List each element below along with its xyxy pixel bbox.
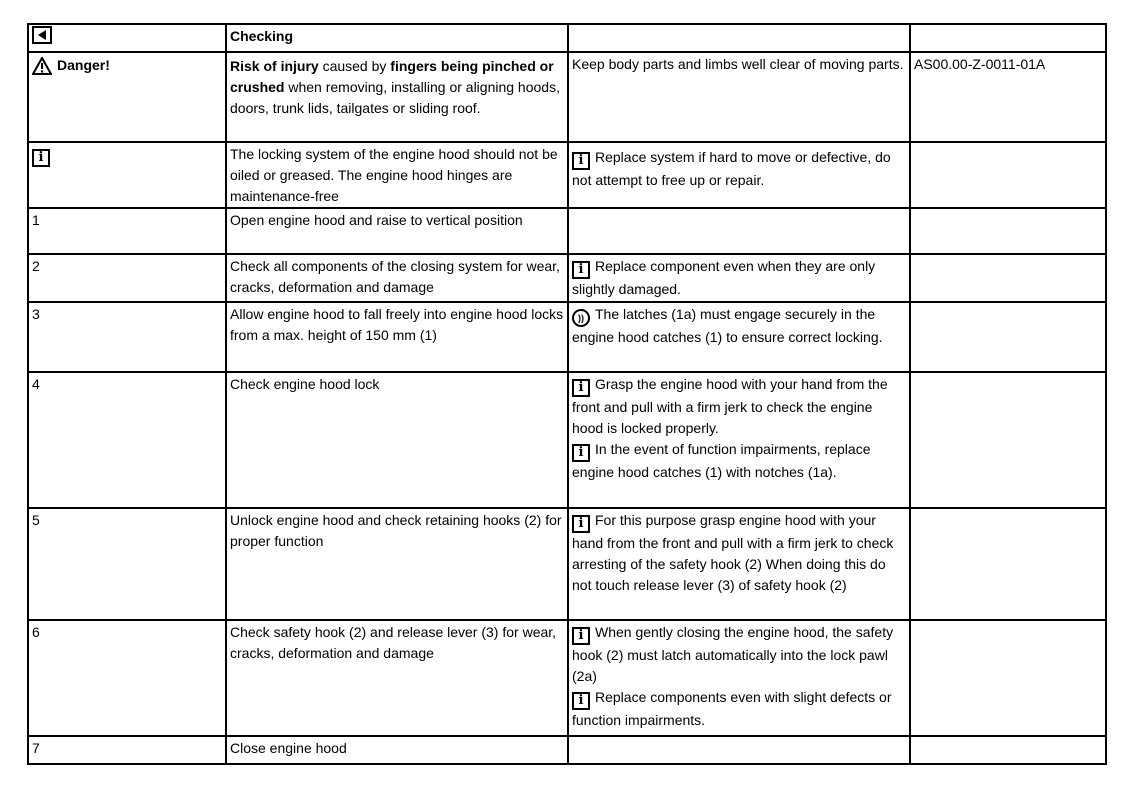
step-number: 6 [28, 620, 226, 736]
header-row [28, 24, 1106, 52]
step-number: 5 [28, 508, 226, 620]
step-text: Open engine hood and raise to vertical position [226, 208, 568, 254]
step-number: 2 [28, 254, 226, 302]
step-note: In the event of function impairments, replace engine hood catches (1) with notches (1a). [572, 441, 871, 480]
step-note: When gently closing the engine hood, the safety hook (2) must latch automatically into the lock pawl (2a) [572, 624, 894, 684]
table-row [28, 254, 1106, 302]
step-text: Close engine hood [226, 736, 568, 764]
table-row [28, 208, 1106, 254]
danger-label: Danger! [57, 57, 110, 73]
step-note: Replace components even with slight defects or function impairments. [572, 689, 892, 728]
table-row [28, 302, 1106, 372]
step-note: Grasp the engine hood with your hand from the front and pull with a firm jerk to check the engine hood is locked properly. [572, 376, 888, 436]
click-sound-icon: )) [572, 309, 590, 327]
step-text: Check all components of the closing system for wear, cracks, deformation and damage [226, 254, 568, 302]
step-number: 3 [28, 302, 226, 372]
table-row [28, 372, 1106, 508]
header-title: Checking [226, 24, 568, 52]
header-icon-cell [28, 24, 226, 52]
step-text: Allow engine hood to fall freely into engine hood locks from a max. height of 150 mm (1) [226, 302, 568, 372]
step-text: Unlock engine hood and check retaining hooks (2) for proper function [226, 508, 568, 620]
info-text: The locking system of the engine hood should not be oiled or greased. The engine hood hinges are maintenance-free [226, 142, 568, 208]
table-row [28, 736, 1106, 764]
info-icon: i [572, 261, 590, 279]
danger-measure: Keep body parts and limbs well clear of moving parts. [568, 52, 910, 142]
danger-row [28, 52, 1106, 142]
danger-code: AS00.00-Z-0011-01A [910, 52, 1106, 142]
info-icon: i [572, 692, 590, 710]
checking-procedure-table [27, 23, 1107, 765]
info-note: Replace system if hard to move or defective, do not attempt to free up or repair. [572, 149, 891, 188]
step-note: For this purpose grasp engine hood with your hand from the front and pull with a firm jerk to check arresting of the safety hook (2) When doing this do not touch release lever (3) of safety hook (2) [572, 512, 894, 593]
info-icon: i [32, 149, 50, 167]
step-number: 7 [28, 736, 226, 764]
table-row [28, 620, 1106, 736]
warning-triangle-icon [32, 57, 52, 75]
info-icon: i [572, 152, 590, 170]
info-icon: i [572, 444, 590, 462]
back-arrow-icon [32, 26, 52, 44]
info-icon: i [572, 627, 590, 645]
step-number: 4 [28, 372, 226, 508]
danger-description: Risk of injury caused by fingers being pinched or crushed when removing, installing or aligning hoods, doors, trunk lids, tailgates or sliding roof. [226, 52, 568, 142]
step-number: 1 [28, 208, 226, 254]
step-note: Replace component even when they are only slightly damaged. [572, 258, 876, 297]
step-note: The latches (1a) must engage securely in the engine hood catches (1) to ensure correct locking. [572, 306, 883, 345]
info-icon: i [572, 379, 590, 397]
step-text: Check engine hood lock [226, 372, 568, 508]
info-row [28, 142, 1106, 208]
info-icon: i [572, 515, 590, 533]
table-row [28, 508, 1106, 620]
step-text: Check safety hook (2) and release lever (3) for wear, cracks, deformation and damage [226, 620, 568, 736]
